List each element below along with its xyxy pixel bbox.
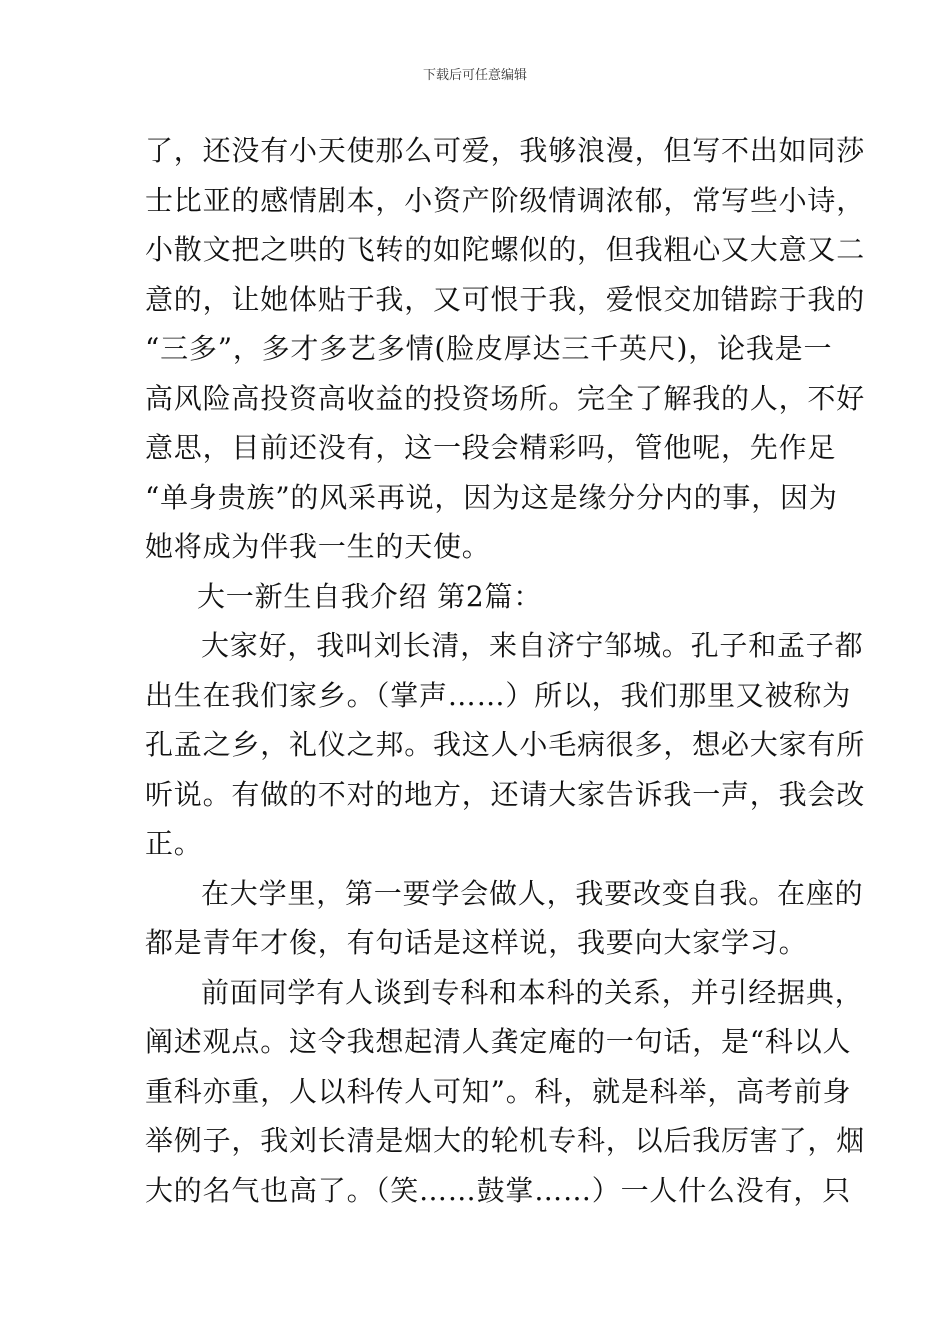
text-line: 出生在我们家乡。（掌声……）所以，我们那里又被称为 xyxy=(145,678,852,712)
paragraph-first-line: 前面同学有人谈到专科和本科的关系，并引经据典， xyxy=(201,975,864,1009)
text-line: 孔孟之乡，礼仪之邦。我这人小毛病很多，想必大家有所 xyxy=(145,728,866,761)
text-line: 意的，让她体贴于我，又可恨于我，爱恨交加错踪于我的 xyxy=(145,282,866,316)
text-line: 大的名气也高了。（笑……鼓掌……）一人什么没有，只 xyxy=(145,1173,852,1207)
text-line: 士比亚的感情剧本，小资产阶级情调浓郁，常写些小诗， xyxy=(145,183,866,217)
paragraph-first-line: 在大学里，第一要学会做人，我要改变自我。在座的 xyxy=(201,876,864,910)
text-line: 小散文把之哄的飞转的如陀螺似的，但我粗心又大意又二 xyxy=(145,233,866,266)
page-header: 下载后可任意编辑 xyxy=(422,68,527,83)
text-line: “单身贵族”的风采再说，因为这是缘分分内的事，因为 xyxy=(145,480,838,514)
text-line: 她将成为伴我一生的天使。 xyxy=(145,530,491,563)
document-body xyxy=(145,126,866,1215)
text-line: 正。 xyxy=(145,827,203,860)
section-heading: 大一新生自我介绍 第2篇： xyxy=(197,579,543,613)
text-line: 重科亦重，人以科传人可知”。科，就是科举，高考前身 xyxy=(145,1074,852,1108)
text-line: “三多”，多才多艺多情(脸皮厚达三千英尺)，论我是一 xyxy=(145,332,833,365)
text-line: 听说。有做的不对的地方，还请大家告诉我一声，我会改 xyxy=(145,777,866,811)
text-line: 高风险高投资高收益的投资场所。完全了解我的人，不好 xyxy=(145,381,866,415)
text-line: 了，还没有小天使那么可爱，我够浪漫，但写不出如同莎 xyxy=(145,134,866,167)
text-line: 都是青年才俊，有句话是这样说，我要向大家学习。 xyxy=(145,926,808,959)
text-line: 举例子，我刘长清是烟大的轮机专科，以后我厉害了，烟 xyxy=(145,1124,866,1157)
text-line: 阐述观点。这令我想起清人龚定庵的一句话，是“科以人 xyxy=(145,1025,852,1058)
text-line: 意思，目前还没有，这一段会精彩吗，管他呢，先作足 xyxy=(145,431,837,464)
paragraph-first-line: 大家好，我叫刘长清，来自济宁邹城。孔子和孟子都 xyxy=(201,629,864,662)
